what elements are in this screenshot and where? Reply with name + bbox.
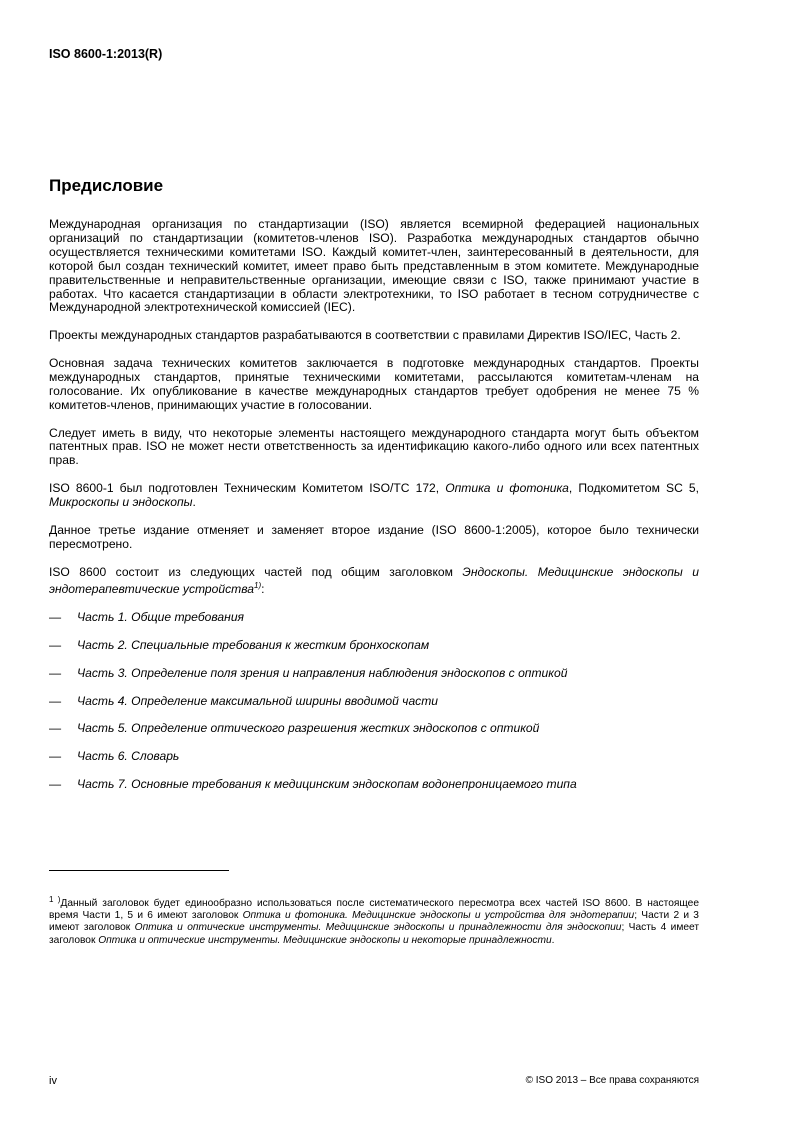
list-item (49, 778, 699, 792)
page-number: iv (49, 1075, 57, 1087)
paragraph-parts-intro (49, 566, 699, 598)
subcommittee-title: Микроскопы и эндоскопы (49, 495, 193, 510)
list-item (49, 611, 699, 625)
part-title: Часть 3. Определение поля зрения и направления наблюдения эндоскопов с оптикой (77, 665, 568, 680)
footnote (49, 894, 699, 947)
list-item (49, 750, 699, 764)
footnote-title-2: Оптика и оптические инструменты. Медицинские эндоскопы и принадлежности для эндоскопии (134, 922, 622, 934)
part-title: Часть 7. Основные требования к медицинским эндоскопам водонепроницаемого типа (77, 777, 577, 792)
dash-marker: — (49, 777, 62, 792)
parts-intro-text: ISO 8600 состоит из следующих частей под общим заголовком (49, 564, 463, 579)
dash-marker: — (49, 721, 62, 736)
colon: : (261, 582, 265, 597)
subcommittee-text: , Подкомитетом SC 5, (568, 481, 700, 496)
part-title: Часть 6. Словарь (77, 749, 180, 764)
list-item (49, 695, 699, 709)
part-title: Часть 1. Общие требования (77, 610, 245, 625)
period: . (192, 495, 196, 510)
part-title: Часть 4. Определение максимальной ширины вводимой части (77, 693, 439, 708)
dash-marker: — (49, 665, 62, 680)
footnote-text: ; Часть 4 имеет заголовок (49, 922, 699, 946)
dash-marker: — (49, 610, 62, 625)
footnote-mark: 1 ) (49, 895, 61, 904)
document-body (49, 218, 699, 806)
footnote-text: ; Части 2 и 3 имеют заголовок (49, 910, 699, 934)
footnote-title-3: Оптика и оптические инструменты. Медицинские эндоскопы и некоторые принадлежности (98, 934, 552, 946)
footnote-divider (49, 870, 229, 871)
list-item (49, 667, 699, 681)
dash-marker: — (49, 693, 62, 708)
list-item (49, 639, 699, 653)
part-title: Часть 2. Специальные требования к жестким бронхоскопам (77, 638, 430, 653)
paragraph-edition: Данное третье издание отменяет и заменяет второе издание (ISO 8600-1:2005), которое было технически пересмотрено. (49, 522, 699, 551)
paragraph-prepared-by (49, 482, 699, 510)
footnote-text: Данный заголовок будет единообразно использоваться после систематического пересмотра всех частей ISO 8600. В настоящее время Части 1, 5 и 6 имеют заголовок (49, 898, 699, 922)
footnote-ref: 1) (254, 581, 262, 591)
paragraph-main-task: Основная задача технических комитетов заключается в подготовке международных стандартов. Проекты международных стандартов, принятые техническими комитетами, рассылаются комитетам-членам на голосование. Их опубликование в качестве международных стандартов требует одобрения не менее 75 % комитетов-членов, принимающих участие в голосовании. (49, 356, 699, 412)
committee-title: Оптика и фотоника (445, 481, 569, 496)
copyright-notice: © ISO 2013 – Все права сохраняются (525, 1075, 699, 1086)
footnote-title-1: Оптика и фотоника. Медицинские эндоскопы и устройства для эндотерапии (242, 910, 635, 922)
page-title: Предисловие (49, 176, 164, 195)
part-title: Часть 5. Определение оптического разрешения жестких эндоскопов с оптикой (77, 721, 540, 736)
paragraph-iso-intro: Международная организация по стандартизации (ISO) является всемирной федерацией национальных организаций по стандартизации (комитетов-членов ISO). Разработка международных стандартов обычно осуществляется техническими комитетами ISO. Каждый комитет-член, заинтересованный в деятельности, для которой был создан технический комитет, имеет право быть представленным в этом комитете. Международные правительственные и неправительственные организации, имеющие связи с ISO, также принимают участие в работах. Что касается стандартизации в области электротехники, то ISO работает в тесном сотрудничестве с Международной электротехнической комиссией (IEC). (49, 217, 699, 315)
paragraph-directives: Проекты международных стандартов разрабатываются в соответствии с правилами Директив ISO/IEC, Часть 2. (49, 328, 681, 343)
dash-marker: — (49, 749, 62, 764)
list-item (49, 722, 699, 736)
footnote-text: . (551, 934, 555, 946)
paragraph-patents: Следует иметь в виду, что некоторые элементы настоящего международного стандарта могут быть объектом патентных прав. ISO не может нести ответственность за идентификацию какого-либо одного или всех патентных прав. (49, 425, 699, 468)
parts-list (49, 611, 699, 792)
document-id: ISO 8600-1:2013(R) (49, 47, 163, 61)
series-title: Эндоскопы. Медицинские эндоскопы и эндотерапевтические устройства (49, 564, 700, 597)
dash-marker: — (49, 638, 62, 653)
prepared-by-text: ISO 8600-1 был подготовлен Техническим Комитетом ISO/TC 172, (49, 481, 446, 496)
